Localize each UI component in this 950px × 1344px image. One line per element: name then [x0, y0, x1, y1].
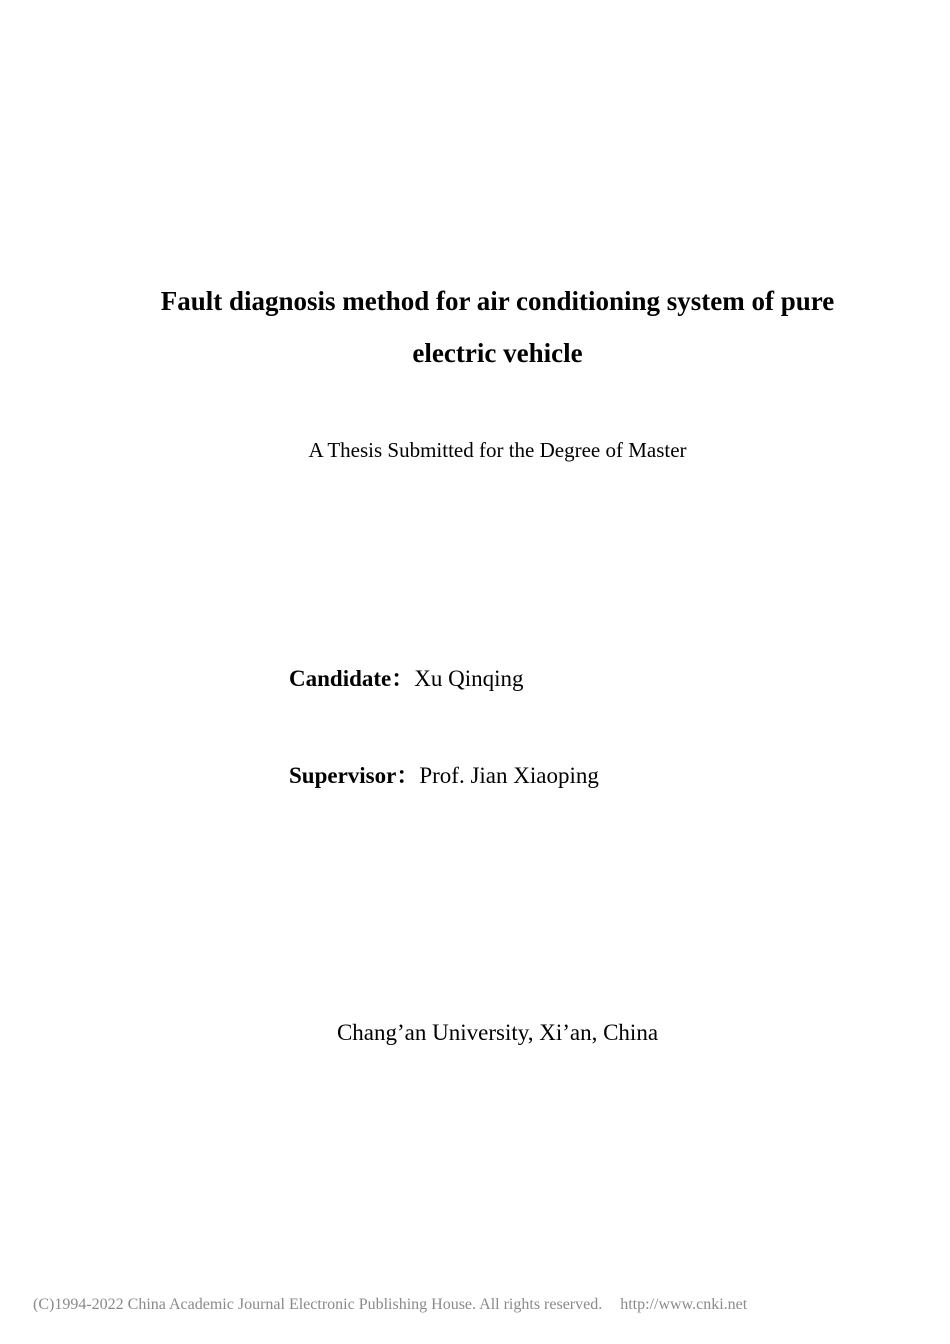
candidate-field — [289, 660, 524, 693]
thesis-title-line-2: electric vehicle — [412, 338, 583, 368]
thesis-subtitle: A Thesis Submitted for the Degree of Master — [308, 438, 687, 462]
candidate-label: Candidate： — [289, 666, 415, 691]
supervisor-field — [289, 757, 599, 790]
candidate-value: Xu Qinqing — [414, 666, 524, 691]
supervisor-value: Prof. Jian Xiaoping — [419, 763, 599, 788]
copyright-footer — [33, 1296, 747, 1314]
thesis-title-line-1: Fault diagnosis method for air conditioning system of pure — [160, 286, 835, 316]
footer-url: http://www.cnki.net — [620, 1296, 748, 1313]
supervisor-label: Supervisor： — [289, 763, 420, 788]
copyright-text: (C)1994-2022 China Academic Journal Electronic Publishing House. All rights reserved. — [33, 1296, 603, 1313]
university-line: Chang’an University, Xi’an, China — [336, 1020, 659, 1045]
